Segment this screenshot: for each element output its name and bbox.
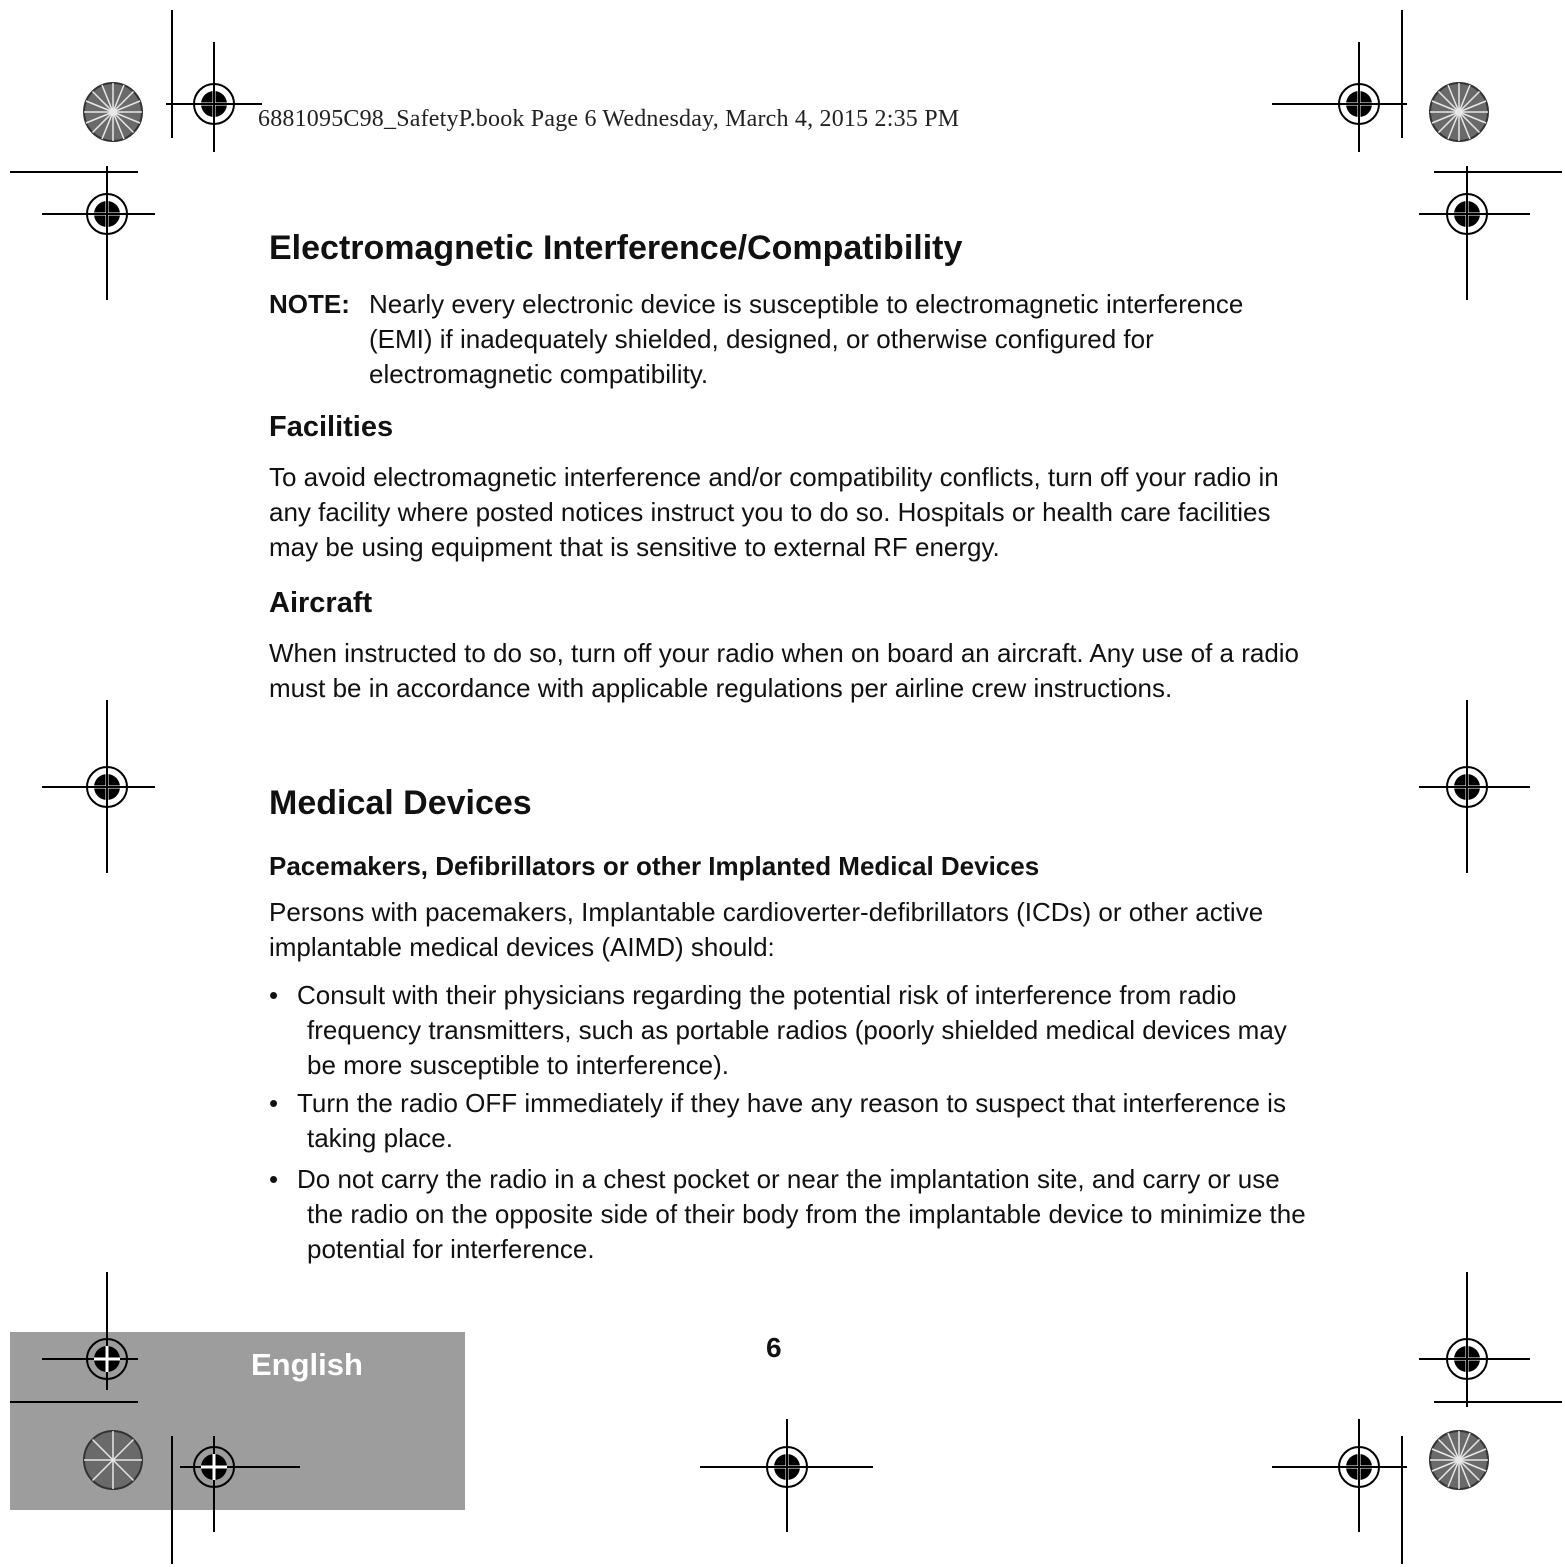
list-item-text: Do not carry the radio in a chest pocket or near the implantation site, and carry or use the radio on the opposite side of their body from the implantable device to minimize the potential for interference. bbox=[297, 1164, 1306, 1264]
bullet-dot: • bbox=[269, 1088, 279, 1118]
note-text: Nearly every electronic device is susceptible to electromagnetic interference (EMI) if inadequately shielded, designed, or otherwise configured for electromagnetic compatibility. bbox=[369, 289, 1244, 389]
subsection-title-implanted-devices: Pacemakers, Defibrillators or other Implanted Medical Devices bbox=[269, 851, 1040, 881]
list-item bbox=[269, 978, 1309, 1083]
list-item bbox=[269, 1162, 1309, 1267]
aircraft-paragraph: When instructed to do so, turn off your radio when on board an aircraft. Any use of a radio must be in accordance with applicable regulations per airline crew instructions. bbox=[269, 638, 1300, 703]
facilities-paragraph: To avoid electromagnetic interference and/or compatibility conflicts, turn off your radio in any facility where posted notices instruct you to do so. Hospitals or health care facilities may be using equipment that is sensitive to external RF energy. bbox=[269, 462, 1279, 562]
list-item bbox=[269, 1086, 1309, 1156]
footer-language-label: English bbox=[251, 1347, 363, 1382]
section-title-emi: Electromagnetic Interference/Compatibility bbox=[269, 229, 963, 267]
list-item-text: Turn the radio OFF immediately if they have any reason to suspect that interference is taking place. bbox=[297, 1088, 1286, 1153]
section-title-medical: Medical Devices bbox=[269, 784, 532, 822]
print-header: 6881095C98_SafetyP.book Page 6 Wednesday, March 4, 2015 2:35 PM bbox=[258, 106, 960, 132]
note-block bbox=[269, 287, 1269, 392]
bullet-dot: • bbox=[269, 980, 279, 1010]
bullet-dot: • bbox=[269, 1164, 279, 1194]
medical-intro-paragraph: Persons with pacemakers, Implantable cardioverter-defibrillators (ICDs) or other active implantable medical devices (AIMD) should: bbox=[269, 897, 1264, 962]
subsection-title-facilities: Facilities bbox=[269, 411, 394, 443]
subsection-title-aircraft: Aircraft bbox=[269, 587, 373, 619]
note-label: NOTE: bbox=[269, 289, 350, 319]
page-number: 6 bbox=[766, 1332, 782, 1363]
list-item-text: Consult with their physicians regarding the potential risk of interference from radio frequency transmitters, such as portable radios (poorly shielded medical devices may be more susceptible to interference). bbox=[297, 980, 1287, 1080]
